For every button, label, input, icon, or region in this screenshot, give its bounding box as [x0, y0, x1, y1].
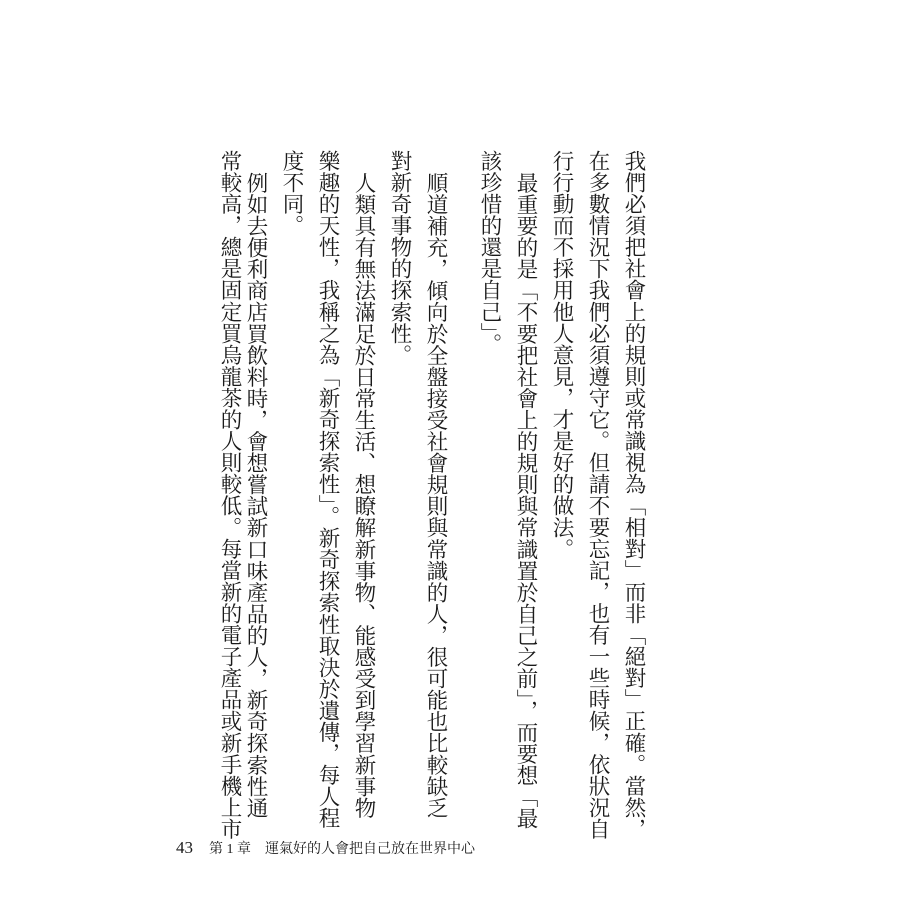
- page-footer: [176, 838, 475, 862]
- text-column-5: 該珍惜的還是自己」。: [477, 150, 502, 355]
- text-column-11: 例如去便利商店買飲料時，會想嘗試新口味產品的人，新奇探索性通: [243, 172, 268, 819]
- chapter-title: 運氣好的人會把自己放在世界中心: [265, 842, 475, 857]
- text-column-2: 在多數情況下我們必須遵守它。但請不要忘記，也有一些時候，依狀況自: [585, 150, 610, 840]
- text-column-9: 樂趣的天性，我稱之為「新奇探索性」。新奇探索性取決於遺傳，每人程: [315, 150, 340, 829]
- text-column-8: 人類具有無法滿足於日常生活、想瞭解新事物、能感受到學習新事物: [351, 172, 376, 819]
- text-column-10: 度不同。: [279, 150, 304, 237]
- text-column-12: 常較高，總是固定買烏龍茶的人則較低。每當新的電子產品或新手機上市: [217, 150, 242, 840]
- chapter-label: 第 1 章: [209, 842, 251, 857]
- text-column-7: 對新奇事物的探索性。: [387, 150, 412, 366]
- text-column-6: 順道補充，傾向於全盤接受社會規則與常識的人，很可能也比較缺乏: [423, 172, 448, 819]
- text-column-3: 行行動而不採用他人意見，才是好的做法。: [549, 150, 574, 560]
- text-column-1: 我們必須把社會上的規則或常識視為「相對」而非「絕對」正確。當然，: [621, 150, 646, 840]
- page-number: 43: [176, 838, 193, 857]
- text-column-4: 最重要的是「不要把社會上的規則與常識置於自己之前」，而要想「最: [513, 172, 538, 830]
